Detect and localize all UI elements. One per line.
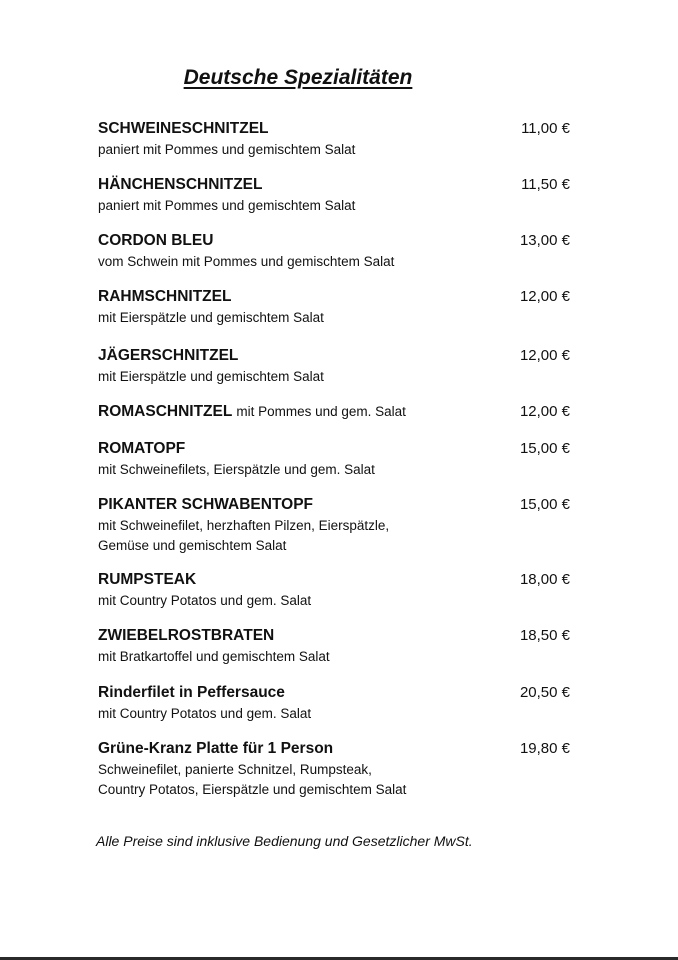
dish-name: RUMPSTEAK (98, 571, 197, 588)
dish-description: Gemüse und gemischtem Salat (98, 538, 287, 553)
dish-description: mit Schweinefilets, Eierspätzle und gem. Salat (98, 462, 375, 477)
dish-description: mit Bratkartoffel und gemischtem Salat (98, 649, 330, 664)
dish-price: 13,00 € (519, 232, 570, 249)
dish-description: vom Schwein mit Pommes und gemischtem Salat (98, 254, 395, 269)
menu-item-header (98, 176, 570, 196)
dish-name: JÄGERSCHNITZEL (98, 347, 239, 364)
dish-name: ROMATOPF (98, 440, 186, 457)
dish-price: 12,00 € (519, 288, 570, 305)
dish-description: paniert mit Pommes und gemischtem Salat (98, 198, 356, 213)
dish-description: mit Country Potatos und gem. Salat (98, 706, 312, 721)
menu-item (98, 347, 570, 387)
dish-name: Grüne-Kranz Platte für 1 Person (98, 740, 334, 757)
dish-price: 15,00 € (519, 440, 570, 457)
dish-price: 20,50 € (519, 684, 570, 701)
menu-item-header (98, 571, 570, 591)
menu-item (98, 571, 570, 611)
menu-item (98, 496, 570, 556)
dish-description: Schweinefilet, panierte Schnitzel, Rumpsteak, (98, 762, 372, 777)
dish-price: 15,00 € (519, 496, 570, 513)
dish-description: mit Eierspätzle und gemischtem Salat (98, 369, 324, 384)
dish-name: Rinderfilet in Peffersauce (98, 684, 285, 701)
dish-name: PIKANTER SCHWABENTOPF (98, 496, 314, 513)
dish-price: 12,00 € (519, 347, 570, 364)
menu-item (98, 684, 570, 724)
page-title: Deutsche Spezialitäten (183, 66, 413, 89)
dish-name: RAHMSCHNITZEL (98, 288, 232, 305)
dish-description: mit Schweinefilet, herzhaften Pilzen, Eierspätzle, (98, 518, 390, 533)
menu-item-header (98, 288, 570, 308)
dish-description: paniert mit Pommes und gemischtem Salat (98, 142, 356, 157)
dish-price: 12,00 € (519, 403, 570, 420)
menu-item-header (98, 347, 570, 367)
dish-price: 11,50 € (521, 176, 570, 193)
menu-item (98, 288, 570, 328)
menu-item-header (98, 440, 570, 460)
dish-description: mit Eierspätzle und gemischtem Salat (98, 310, 324, 325)
menu-item (98, 740, 570, 800)
menu-item (98, 232, 570, 272)
menu-item-header (98, 496, 570, 516)
dish-name: HÄNCHENSCHNITZEL (98, 176, 263, 193)
dish-price: 19,80 € (519, 740, 570, 757)
menu-item (98, 440, 570, 480)
dish-name: SCHWEINESCHNITZEL (98, 120, 269, 137)
dish-name (98, 403, 406, 421)
dish-price: 18,00 € (519, 571, 570, 588)
menu-item-header (98, 627, 570, 647)
menu-item (98, 176, 570, 216)
menu-item (98, 120, 570, 160)
dish-description: Country Potatos, Eierspätzle und gemischtem Salat (98, 782, 407, 797)
price-note: Alle Preise sind inklusive Bedienung und Gesetzlicher MwSt. (96, 833, 473, 849)
menu-item (98, 403, 570, 423)
menu-item-header (98, 403, 570, 423)
menu-item-header (98, 684, 570, 704)
dish-description: mit Country Potatos und gem. Salat (98, 593, 312, 608)
dish-price: 18,50 € (519, 627, 570, 644)
menu-item-header (98, 232, 570, 252)
dish-inline-description: mit Pommes und gem. Salat (236, 404, 406, 419)
dish-name: CORDON BLEU (98, 232, 214, 249)
menu-item (98, 627, 570, 667)
dish-name: ZWIEBELROSTBRATEN (98, 627, 275, 644)
dish-price: 11,00 € (521, 120, 570, 137)
menu-item-header (98, 740, 570, 760)
dish-name-text: ROMASCHNITZEL (98, 403, 233, 420)
menu-item-header (98, 120, 570, 140)
